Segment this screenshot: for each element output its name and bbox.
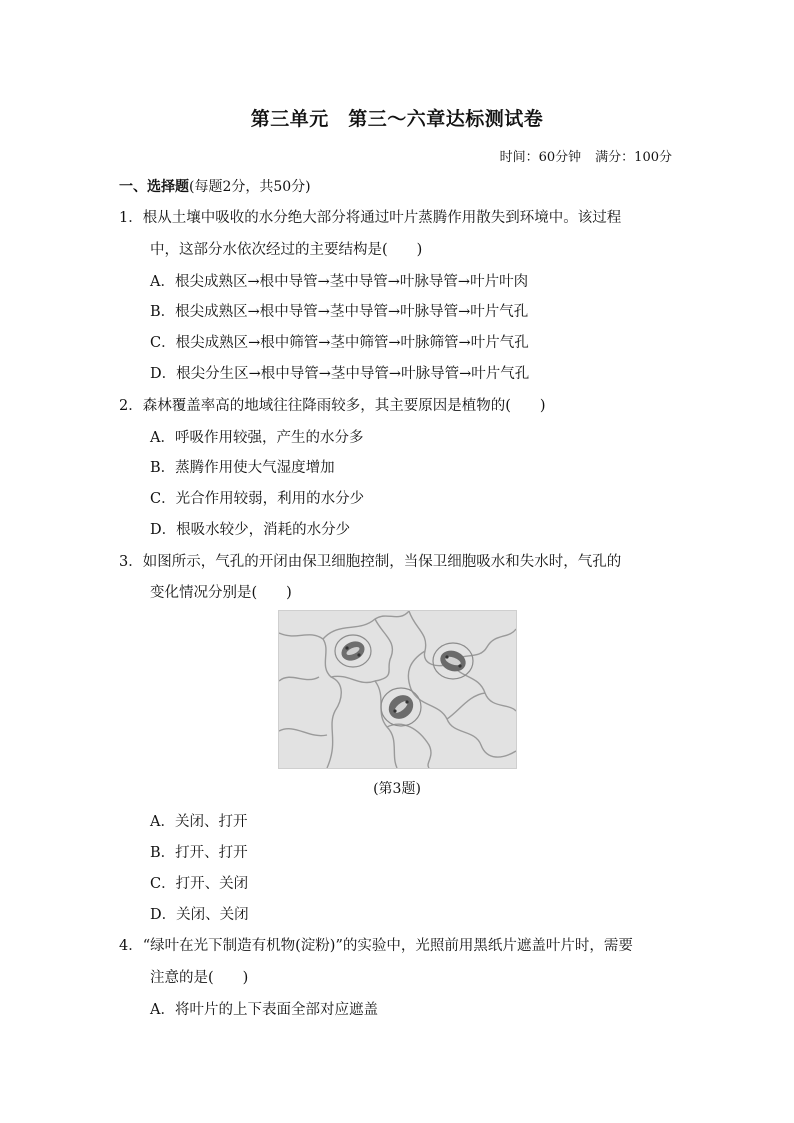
section-title: 一、选择题 <box>119 179 189 195</box>
question-1-option-a: A．根尖成熟区→根中导管→茎中导管→叶脉导管→叶片叶肉 <box>150 274 529 290</box>
question-1-stem: 1．根从土壤中吸收的水分绝大部分将通过叶片蒸腾作用散失到环境中。该过程 <box>119 210 622 226</box>
stomata-illustration <box>279 611 516 768</box>
question-1-option-b: B．根尖成熟区→根中导管→茎中导管→叶脉导管→叶片气孔 <box>150 304 529 320</box>
question-3-stem: 3．如图所示，气孔的开闭由保卫细胞控制，当保卫细胞吸水和失水时，气孔的 <box>119 554 622 570</box>
question-1-stem-cont: 中，这部分水依次经过的主要结构是( ) <box>150 242 423 258</box>
question-4-stem-cont: 注意的是( ) <box>150 970 249 986</box>
page-title: 第三单元 第三～六章达标测试卷 <box>250 108 544 130</box>
question-3-option-a: A．关闭、打开 <box>150 814 248 830</box>
question-3-option-d: D．关闭、关闭 <box>150 907 249 923</box>
question-2-option-d: D．根吸水较少，消耗的水分少 <box>150 522 351 538</box>
question-3-option-c: C．打开、关闭 <box>150 876 249 892</box>
question-4-option-a: A．将叶片的上下表面全部对应遮盖 <box>150 1002 378 1018</box>
time-limit: 时间：60分钟 <box>499 150 582 165</box>
question-3-stem-cont: 变化情况分别是( ) <box>150 585 292 601</box>
question-2-option-a: A．呼吸作用较强，产生的水分多 <box>150 430 364 446</box>
section-heading <box>119 176 311 196</box>
question-4-stem: 4．“绿叶在光下制造有机物(淀粉)”的实验中，光照前用黑纸片遮盖叶片时，需要 <box>119 938 633 954</box>
question-2-option-c: C．光合作用较弱，利用的水分少 <box>150 491 365 507</box>
exam-meta <box>500 146 672 165</box>
question-2-option-b: B．蒸腾作用使大气湿度增加 <box>150 460 335 476</box>
question-1-option-c: C．根尖成熟区→根中筛管→茎中筛管→叶脉筛管→叶片气孔 <box>150 335 529 351</box>
total-score: 满分：100分 <box>595 150 672 165</box>
section-note: (每题2分，共50分) <box>189 179 311 195</box>
figure-caption: (第3题) <box>373 781 421 797</box>
question-3-option-b: B．打开、打开 <box>150 845 248 861</box>
question-1-option-d: D．根尖分生区→根中导管→茎中导管→叶脉导管→叶片气孔 <box>150 366 530 382</box>
stomata-micrograph <box>278 610 517 769</box>
question-2-stem: 2．森林覆盖率高的地域往往降雨较多，其主要原因是植物的( ) <box>119 398 546 414</box>
